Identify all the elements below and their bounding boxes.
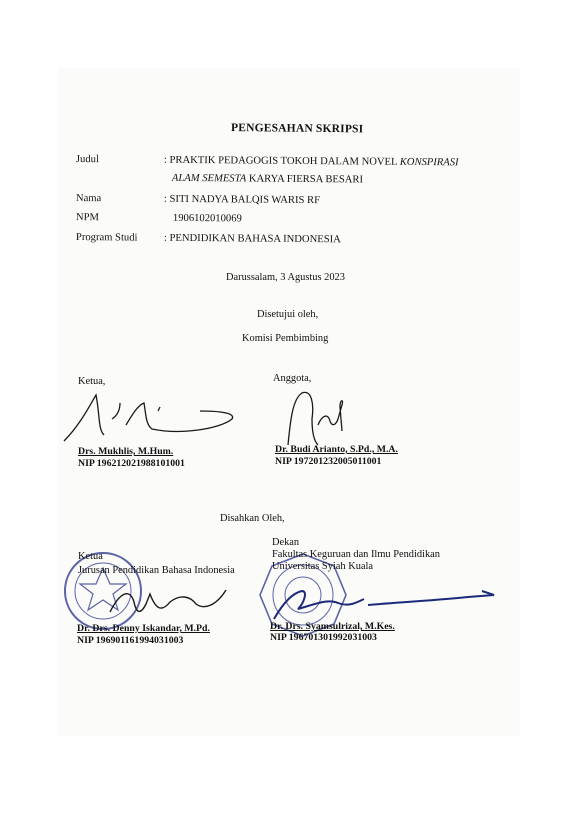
- kajur-role-line2: Jurusan Pendidikan Bahasa Indonesia: [78, 565, 235, 576]
- approved-by: Disetujui oleh,: [257, 309, 319, 320]
- anggota-nip: NIP 197201232005011001: [275, 456, 382, 467]
- kajur-role-line1: Ketua: [78, 551, 103, 562]
- nama-value: : SITI NADYA BALQIS WARIS RF: [163, 193, 321, 207]
- npm-value: 1906102010069: [172, 212, 242, 225]
- judul-label: Judul: [75, 154, 99, 166]
- ketua-nip: NIP 196212021988101001: [78, 458, 185, 469]
- kajur-nip: NIP 196901161994031003: [77, 635, 184, 646]
- prodi-value: : PENDIDIKAN BAHASA INDONESIA: [163, 232, 341, 246]
- anggota-role: Anggota,: [273, 373, 312, 384]
- judul-value-line2: ALAM SEMESTA KARYA FIERSA BESARI: [171, 172, 364, 186]
- dekan-nip: NIP 196701301992031003: [270, 632, 377, 643]
- anggota-signature: [282, 385, 372, 447]
- committee-label: Komisi Pembimbing: [242, 333, 329, 344]
- dekan-role-line2: Fakultas Keguruan dan Ilmu Pendidikan: [272, 549, 440, 560]
- page-title: PENGESAHAN SKRIPSI: [230, 122, 364, 136]
- dekan-role-line1: Dekan: [272, 537, 300, 548]
- dekan-role-line3: Universitas Syiah Kuala: [272, 561, 373, 572]
- ketua-signature: [60, 385, 240, 445]
- kajur-name: Dr. Drs. Denny Iskandar, M.Pd.: [77, 623, 210, 634]
- dekan-name: Dr. Drs. Syamsulrizal, M.Kes.: [270, 621, 395, 632]
- ketua-role: Ketua,: [78, 376, 106, 387]
- npm-label: NPM: [75, 212, 99, 224]
- judul-value-line1: : PRAKTIK PEDAGOGIS TOKOH DALAM NOVEL KONSPIRASI: [163, 154, 459, 169]
- prodi-label: Program Studi: [75, 232, 138, 244]
- anggota-name: Dr. Budi Arianto, S.Pd., M.A.: [275, 444, 398, 455]
- place-date: Darussalam, 3 Agustus 2023: [226, 272, 345, 283]
- ketua-name: Drs. Mukhlis, M.Hum.: [78, 446, 174, 457]
- ratified-by: Disahkan Oleh,: [220, 513, 285, 524]
- nama-label: Nama: [75, 193, 102, 205]
- dekan-signature: [268, 585, 498, 625]
- kajur-signature: [100, 582, 230, 622]
